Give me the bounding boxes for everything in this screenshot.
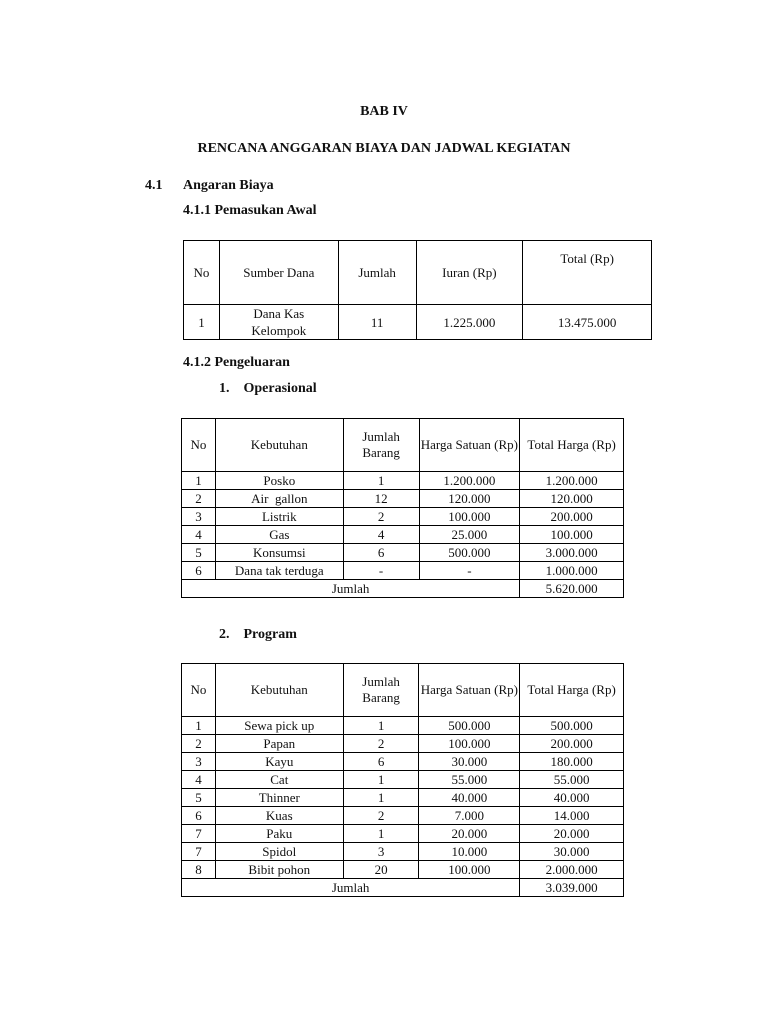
total-row	[182, 879, 624, 897]
table-cell: Gas	[215, 526, 343, 544]
table-row	[182, 490, 624, 508]
table-row	[182, 771, 624, 789]
table-cell: 14.000	[520, 807, 624, 825]
table-row	[182, 753, 624, 771]
operasional-heading: 1. Operasional	[219, 381, 317, 396]
table-cell: 11	[338, 305, 416, 340]
header-cell: Harga Satuan (Rp)	[419, 664, 520, 717]
table-cell: 200.000	[520, 735, 624, 753]
table-cell: Konsumsi	[215, 544, 343, 562]
table-cell: 7	[182, 843, 216, 861]
header-cell: Harga Satuan (Rp)	[419, 419, 520, 472]
header-cell: Jumlah Barang	[343, 419, 419, 472]
table-cell: 2	[343, 508, 419, 526]
header-cell: Total (Rp)	[523, 241, 652, 305]
table-cell: 1.000.000	[520, 562, 624, 580]
table-row	[182, 508, 624, 526]
table-cell: 2	[343, 735, 419, 753]
table-cell: Dana tak terduga	[215, 562, 343, 580]
total-label: Jumlah	[182, 580, 520, 598]
table-cell: 1	[343, 825, 419, 843]
header-cell: Jumlah	[338, 241, 416, 305]
section-number: 4.1	[145, 178, 163, 193]
table-header-row	[182, 419, 624, 472]
table-cell: 10.000	[419, 843, 520, 861]
header-cell: No	[182, 419, 216, 472]
table-row	[182, 861, 624, 879]
table-cell: 4	[343, 526, 419, 544]
table-cell: Sewa pick up	[215, 717, 343, 735]
table-cell: 100.000	[419, 861, 520, 879]
table-cell: Posko	[215, 472, 343, 490]
table-cell: 1	[182, 717, 216, 735]
table-cell: 6	[182, 562, 216, 580]
table-cell: Paku	[215, 825, 343, 843]
table-cell: 4	[182, 526, 216, 544]
chapter-heading: BAB IV	[360, 104, 408, 119]
operasional-table	[181, 418, 624, 598]
table-cell: 2	[182, 490, 216, 508]
header-cell: Iuran (Rp)	[416, 241, 523, 305]
table-header-row	[182, 664, 624, 717]
header-cell: Kebutuhan	[215, 664, 343, 717]
table-cell: 1	[343, 717, 419, 735]
table-cell: 20	[343, 861, 419, 879]
table-cell: 6	[343, 753, 419, 771]
table-row	[182, 807, 624, 825]
subsection-expenses: 4.1.2 Pengeluaran	[183, 355, 290, 370]
table-cell: 120.000	[419, 490, 520, 508]
income-table	[183, 240, 652, 340]
table-cell: 13.475.000	[523, 305, 652, 340]
table-cell: 1.225.000	[416, 305, 523, 340]
header-cell: Sumber Dana	[219, 241, 338, 305]
table-cell: 100.000	[419, 508, 520, 526]
table-cell: 100.000	[520, 526, 624, 544]
table-cell: 3	[182, 753, 216, 771]
table-cell: 2	[182, 735, 216, 753]
table-cell: -	[343, 562, 419, 580]
table-cell: 40.000	[419, 789, 520, 807]
table-row	[182, 735, 624, 753]
table-cell: 1.200.000	[419, 472, 520, 490]
table-cell: 500.000	[520, 717, 624, 735]
table-cell: 180.000	[520, 753, 624, 771]
table-cell: 5	[182, 544, 216, 562]
header-cell: Total Harga (Rp)	[520, 664, 624, 717]
table-cell: 3	[343, 843, 419, 861]
table-row	[182, 544, 624, 562]
header-cell: No	[182, 664, 216, 717]
table-cell: 6	[343, 544, 419, 562]
table-cell: 100.000	[419, 735, 520, 753]
header-cell: Kebutuhan	[215, 419, 343, 472]
table-cell: 1	[343, 472, 419, 490]
table-cell: 3.000.000	[520, 544, 624, 562]
table-cell: Spidol	[215, 843, 343, 861]
table-cell: 8	[182, 861, 216, 879]
program-table	[181, 663, 624, 897]
header-cell: Total Harga (Rp)	[520, 419, 624, 472]
table-cell: 7	[182, 825, 216, 843]
table-cell: Bibit pohon	[215, 861, 343, 879]
table-cell: Thinner	[215, 789, 343, 807]
table-cell: 1	[182, 472, 216, 490]
table-cell: 25.000	[419, 526, 520, 544]
table-row	[182, 843, 624, 861]
total-value: 3.039.000	[520, 879, 624, 897]
table-cell: Air gallon	[215, 490, 343, 508]
table-cell: 2	[343, 807, 419, 825]
table-cell: 4	[182, 771, 216, 789]
table-cell: 40.000	[520, 789, 624, 807]
table-cell: 2.000.000	[520, 861, 624, 879]
table-row	[182, 562, 624, 580]
table-cell: Kayu	[215, 753, 343, 771]
table-cell: Cat	[215, 771, 343, 789]
table-cell: 55.000	[419, 771, 520, 789]
table-cell: -	[419, 562, 520, 580]
table-cell: 3	[182, 508, 216, 526]
table-row	[182, 717, 624, 735]
table-cell: 12	[343, 490, 419, 508]
table-cell: 6	[182, 807, 216, 825]
table-cell: 30.000	[520, 843, 624, 861]
total-value: 5.620.000	[520, 580, 624, 598]
table-row	[182, 825, 624, 843]
table-cell: 1	[343, 789, 419, 807]
table-header-row	[184, 241, 652, 305]
table-cell: Listrik	[215, 508, 343, 526]
table-cell: 500.000	[419, 717, 520, 735]
table-cell: 55.000	[520, 771, 624, 789]
table-row	[182, 526, 624, 544]
page-title: RENCANA ANGGARAN BIAYA DAN JADWAL KEGIATAN	[197, 141, 571, 156]
table-cell: 120.000	[520, 490, 624, 508]
table-row	[182, 789, 624, 807]
header-cell: Jumlah Barang	[343, 664, 419, 717]
table-cell: Papan	[215, 735, 343, 753]
table-row	[184, 305, 652, 340]
table-cell: 500.000	[419, 544, 520, 562]
header-cell: No	[184, 241, 220, 305]
table-cell: 1	[343, 771, 419, 789]
table-cell: Dana Kas Kelompok	[219, 305, 338, 340]
table-cell: 5	[182, 789, 216, 807]
table-cell: Kuas	[215, 807, 343, 825]
section-label: Angaran Biaya	[183, 178, 274, 193]
program-heading: 2. Program	[219, 627, 297, 642]
table-cell: 1	[184, 305, 220, 340]
total-label: Jumlah	[182, 879, 520, 897]
table-cell: 20.000	[520, 825, 624, 843]
subsection-income: 4.1.1 Pemasukan Awal	[183, 203, 317, 218]
total-row	[182, 580, 624, 598]
table-cell: 30.000	[419, 753, 520, 771]
table-cell: 1.200.000	[520, 472, 624, 490]
table-cell: 20.000	[419, 825, 520, 843]
table-cell: 7.000	[419, 807, 520, 825]
table-row	[182, 472, 624, 490]
table-cell: 200.000	[520, 508, 624, 526]
